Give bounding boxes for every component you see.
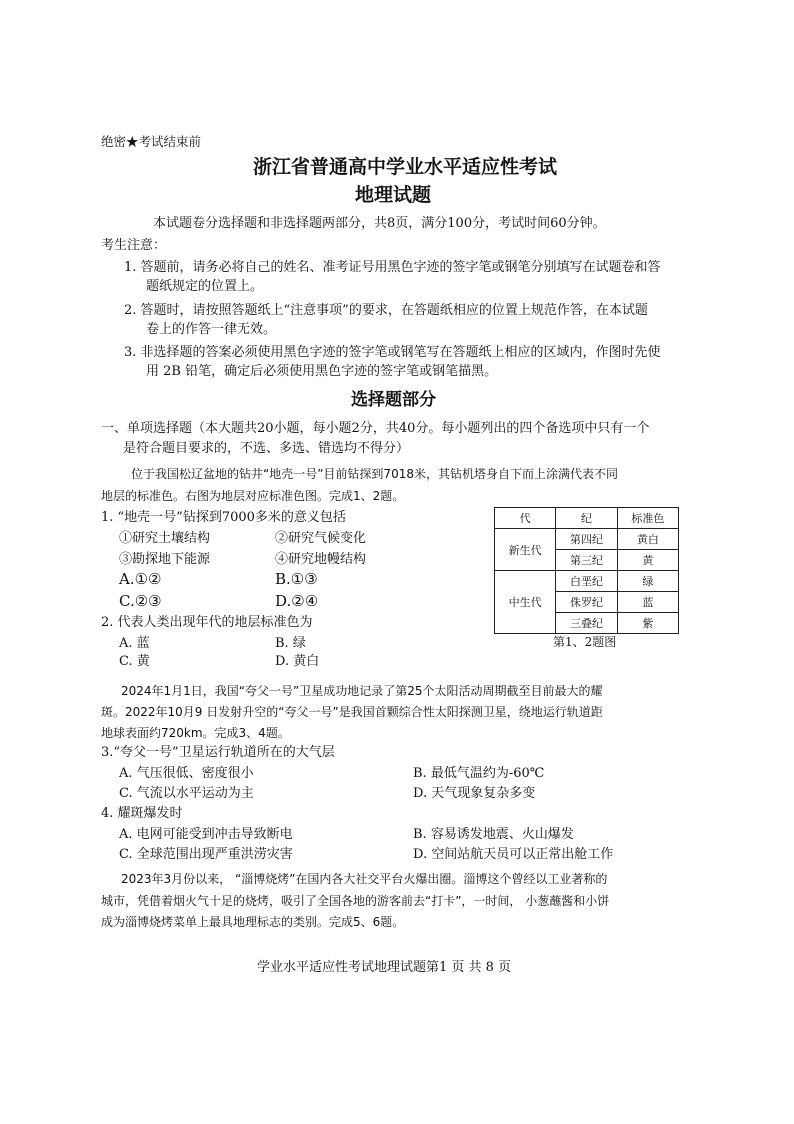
q1-option-d: D.②④ <box>275 592 319 610</box>
table-period: 第三纪 <box>556 550 617 571</box>
q4-option-c: C. 全球范围出现严重洪涝灾害 <box>119 847 293 862</box>
q2-option-a: A. 蓝 <box>119 636 150 651</box>
passage1-line2: 地层的标准色。右图为地层对应标准色图。完成1、2题。 <box>101 489 405 503</box>
q1-option-a: A.①② <box>119 570 162 588</box>
table-header-era: 代 <box>495 508 556 529</box>
table-period: 侏罗纪 <box>556 592 617 613</box>
part1-instruction-line2: 是符合题目要求的，不选、多选、错选均不得分） <box>123 441 410 456</box>
table-color: 绿 <box>617 571 678 592</box>
table-header-period: 纪 <box>556 508 617 529</box>
notice-item-1-line2: 题纸规定的位置上。 <box>146 279 264 294</box>
passage3-line3: 成为淄博烧烤菜单上最具地理标志的类别。完成5、6题。 <box>101 915 405 929</box>
q2-stem: 2. 代表人类出现年代的地层标准色为 <box>101 615 313 630</box>
exam-title: 浙江省普通高中学业水平适应性考试 <box>253 156 558 178</box>
passage2-line1: 2024年1月1日，我国“夸父一号”卫星成功地记录了第25个太阳活动周期截至目前最大的耀 <box>121 684 603 698</box>
q2-option-b: B. 绿 <box>275 636 306 651</box>
table-header-row <box>495 508 679 529</box>
part1-instruction-line1: 一、单项选择题（本大题共20小题，每小题2分，共40分。每小题列出的四个备选项中只有一个 <box>101 421 650 436</box>
section-title: 选择题部分 <box>351 390 436 410</box>
notice-item-3-line2: 用 2B 铅笔，确定后必须使用黑色字迹的签字笔或钢笔描黑。 <box>146 364 498 379</box>
q2-option-d: D. 黄白 <box>275 654 320 669</box>
notice-item-2-line1: 2. 答题时，请按照答题纸上“注意事项”的要求，在答题纸相应的位置上规范作答，在本试题 <box>124 303 648 318</box>
q4-option-d: D. 空间站航天员可以正常出舱工作 <box>413 847 614 862</box>
table-era-cenozoic: 新生代 <box>495 529 556 571</box>
table-period: 第四纪 <box>556 529 617 550</box>
q2-option-c: C. 黄 <box>119 654 150 669</box>
table-caption: 第1、2题图 <box>553 635 617 649</box>
q3-option-c: C. 气流以水平运动为主 <box>119 786 254 801</box>
q4-option-b: B. 容易诱发地震、火山爆发 <box>413 827 574 842</box>
table-era-mesozoic: 中生代 <box>495 571 556 634</box>
q3-option-a: A. 气压很低、密度很小 <box>119 766 254 781</box>
q1-option-c: C.②③ <box>119 592 162 610</box>
q4-stem: 4. 耀斑爆发时 <box>101 806 183 821</box>
table-color: 黄白 <box>617 529 678 550</box>
table-color: 黄 <box>617 550 678 571</box>
table-color: 紫 <box>617 613 678 634</box>
passage2-line3: 地球表面约720km。完成3、4题。 <box>101 726 290 740</box>
notice-item-2-line2: 卷上的作答一律无效。 <box>146 322 277 337</box>
subject-title: 地理试题 <box>355 184 432 206</box>
passage3-line1: 2023年3月份以来， “淄博烧烤”在国内各大社交平台火爆出圈。淄博这个曾经以工业著称的 <box>121 872 608 886</box>
secret-label: 绝密★考试结束前 <box>101 134 202 149</box>
notice-item-3-line1: 3. 非选择题的答案必须使用黑色字迹的签字笔或钢笔写在答题纸上相应的区域内，作图时先使 <box>124 345 661 360</box>
table-header-color: 标准色 <box>617 508 678 529</box>
q4-option-a: A. 电网可能受到冲击导致断电 <box>119 827 293 842</box>
intro-text: 本试题卷分选择题和非选择题两部分，共8页，满分100分，考试时间60分钟。 <box>153 216 606 231</box>
q1-statement-4: ④研究地幔结构 <box>275 552 367 567</box>
table-row <box>495 571 679 592</box>
strata-color-table <box>494 507 679 634</box>
table-period: 三叠纪 <box>556 613 617 634</box>
q1-stem: 1. “地壳一号”钻探到7000多米的意义包括 <box>101 510 346 525</box>
q3-stem: 3.“夸父一号”卫星运行轨道所在的大气层 <box>101 745 335 760</box>
table-row <box>495 529 679 550</box>
q1-statement-1: ①研究土壤结构 <box>119 531 211 546</box>
q3-option-b: B. 最低气温约为-60℃ <box>413 766 545 781</box>
q1-statement-2: ②研究气候变化 <box>275 531 367 546</box>
passage2-line2: 斑。2022年10月9 日发射升空的“夸父一号”是我国首颗综合性太阳探测卫星，绕地运行轨道距 <box>101 705 603 719</box>
notice-item-1-line1: 1. 答题前，请务必将自己的姓名、准考证号用黑色字迹的签字笔或钢笔分别填写在试题卷和答 <box>124 260 661 275</box>
notice-heading: 考生注意： <box>101 238 167 253</box>
passage3-line2: 城市，凭借着烟火气十足的烧烤，吸引了全国各地的游客前去“打卡”，一时间， 小葱蘸酱和小饼 <box>101 894 610 908</box>
q1-option-b: B.①③ <box>275 570 318 588</box>
page-footer: 学业水平适应性考试地理试题第1 页 共 8 页 <box>257 960 512 975</box>
passage1-line1: 位于我国松辽盆地的钻井“地壳一号”目前钻探到7018米，其钻机塔身自下而上涂满代表不同 <box>131 467 618 481</box>
q3-option-d: D. 天气现象复杂多变 <box>413 786 536 801</box>
q1-statement-3: ③勘探地下能源 <box>119 552 211 567</box>
table-color: 蓝 <box>617 592 678 613</box>
table-period: 白垩纪 <box>556 571 617 592</box>
